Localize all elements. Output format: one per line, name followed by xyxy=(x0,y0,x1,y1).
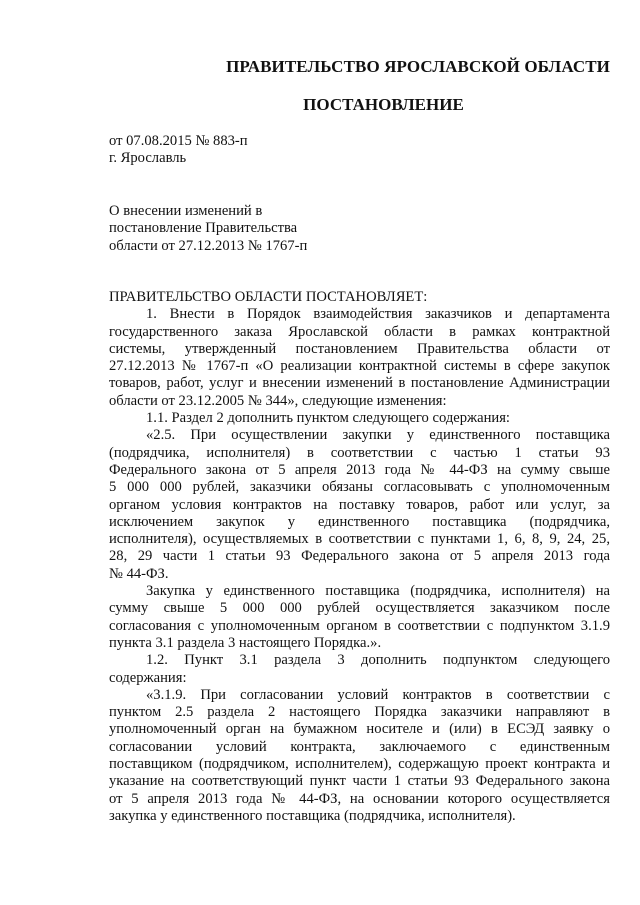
body-line: 28, 29 части 1 статьи 93 Федерального закона от 5 апреля 2013 года xyxy=(109,548,610,565)
body-line: уполномоченный орган на бумажном носителе и (или) в ЕСЭД заявку о xyxy=(109,721,610,738)
body-line: 5 000 000 рублей, заказчики обязаны согласовывать с уполномоченным xyxy=(109,479,610,496)
body-line: от 5 апреля 2013 года № 44-ФЗ, на основании которого осуществляется xyxy=(109,790,610,807)
body-line: № 44-ФЗ. xyxy=(109,565,169,582)
body-line: системы, утвержденный постановлением Правительства области от xyxy=(109,340,610,357)
body-line: (подрядчика, исполнителя) в соответствии с частью 1 статьи 93 xyxy=(109,444,610,461)
document-type: ПОСТАНОВЛЕНИЕ xyxy=(303,95,464,114)
document-subject xyxy=(109,203,307,255)
body-line: исключением закупок у единственного поставщика (подрядчика, xyxy=(109,513,610,530)
city: г. Ярославль xyxy=(109,150,187,167)
body-line: «3.1.9. При согласовании условий контрактов в соответствии с xyxy=(146,686,610,703)
body-line: поставщиком (подрядчиком, исполнителем), содержащую проект контракта и xyxy=(109,756,610,773)
subject-line: постановление Правительства xyxy=(109,220,298,237)
body-line: 1.1. Раздел 2 дополнить пунктом следующего содержания: xyxy=(146,410,510,427)
body-line: Федерального закона от 5 апреля 2013 года № 44-ФЗ на сумму свыше xyxy=(109,461,610,478)
body-line: товаров, работ, услуг и внесении изменений в постановление Администрации xyxy=(109,375,610,392)
body-line: 1. Внести в Порядок взаимодействия заказчиков и департамента xyxy=(146,306,610,323)
resolution-heading: ПРАВИТЕЛЬСТВО ОБЛАСТИ ПОСТАНОВЛЯЕТ: xyxy=(109,289,428,305)
body-line: 1.2. Пункт 3.1 раздела 3 дополнить подпунктом следующего xyxy=(146,652,610,669)
date-number: от 07.08.2015 № 883-п xyxy=(109,133,248,149)
body-line: Закупка у единственного поставщика (подрядчика, исполнителя) на xyxy=(146,583,610,600)
body-line: государственного заказа Ярославской области в рамках контрактной xyxy=(109,323,610,340)
body-line: согласовании условий контракта, заключаемого с единственным xyxy=(109,738,610,755)
body-line: 27.12.2013 № 1767-п «О реализации контрактной системы в сфере закупок xyxy=(109,358,610,375)
body-line: пунктом 2.5 раздела 2 настоящего Порядка заказчики направляют в xyxy=(109,704,610,721)
body-line: органом условия контрактов на поставку товаров, работ или услуг, за xyxy=(109,496,610,513)
government-title: ПРАВИТЕЛЬСТВО ЯРОСЛАВСКОЙ ОБЛАСТИ xyxy=(226,57,610,76)
body-line: области от 23.12.2005 № 344», следующие изменения: xyxy=(109,392,447,409)
body-line: пункта 3.1 раздела 3 настоящего Порядка.». xyxy=(109,634,382,651)
body-line: исполнителя), осуществляемых в соответствии с пунктами 1, 6, 8, 9, 24, 25, xyxy=(109,531,610,548)
body-line: указание на соответствующий пункт части 1 статьи 93 Федерального закона xyxy=(109,773,610,790)
body-line: «2.5. При осуществлении закупки у единственного поставщика xyxy=(146,427,610,444)
document-body xyxy=(109,289,610,825)
document-meta xyxy=(109,133,248,168)
body-line: закупка у единственного поставщика (подрядчика, исполнителя). xyxy=(109,807,516,824)
subject-line: области от 27.12.2013 № 1767-п xyxy=(109,237,308,254)
body-line: содержания: xyxy=(109,669,187,686)
body-line: согласования с уполномоченным органом в соответствии с подпунктом 3.1.9 xyxy=(109,617,610,634)
body-line: сумму свыше 5 000 000 рублей осуществляется заказчиком после xyxy=(109,600,610,617)
subject-line: О внесении изменений в xyxy=(109,203,263,219)
